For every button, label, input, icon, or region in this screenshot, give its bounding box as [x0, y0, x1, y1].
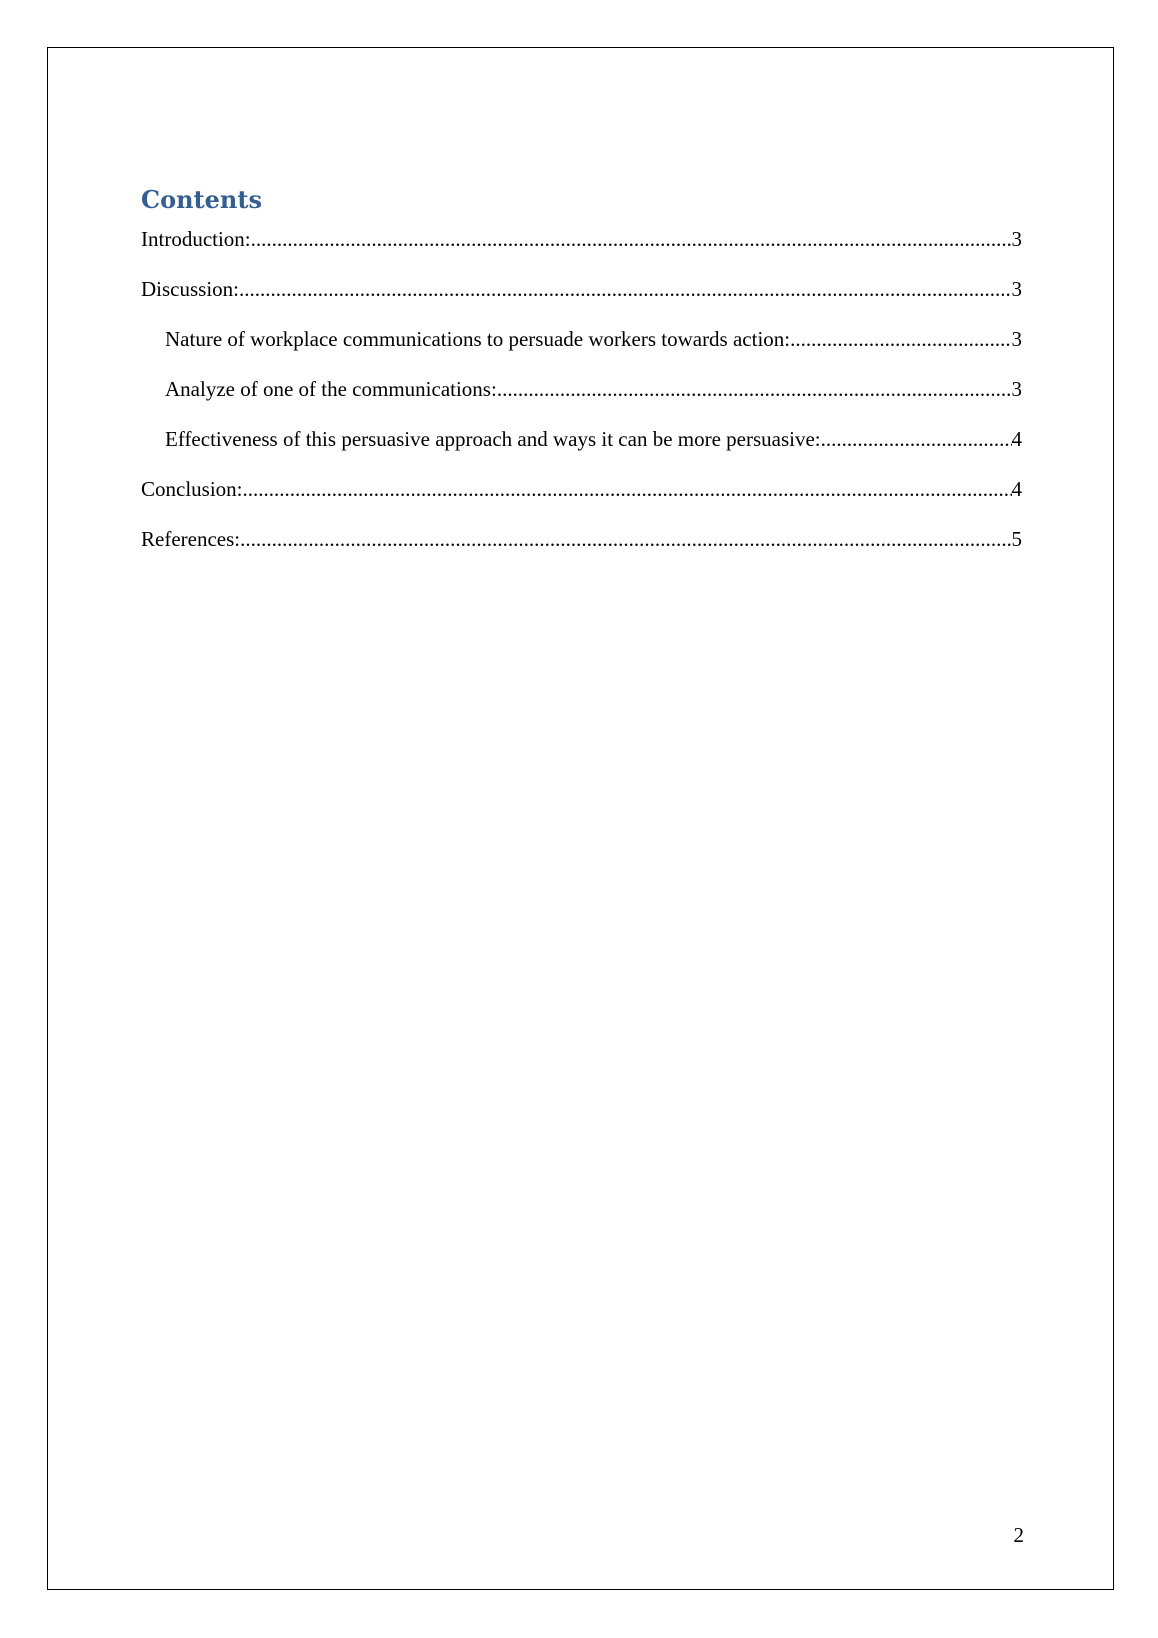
toc-entry-page: 5 — [1011, 527, 1022, 551]
toc-heading: Contents — [141, 185, 262, 214]
toc-dot-leader — [239, 274, 1011, 304]
toc-dot-leader — [790, 324, 1011, 354]
toc-entry-page: 4 — [1011, 427, 1022, 451]
toc-dot-leader — [497, 374, 1012, 404]
toc-entry-label: Effectiveness of this persuasive approach and ways it can be more persuasive: — [165, 427, 821, 451]
toc-entry-label: Nature of workplace communications to persuade workers towards action: — [165, 327, 791, 351]
toc-entry-introduction[interactable] — [141, 224, 1022, 274]
toc-dot-leader — [243, 474, 1012, 504]
toc-entry-page: 4 — [1011, 477, 1022, 501]
toc-entry-discussion[interactable] — [141, 274, 1022, 324]
toc-entry-references[interactable] — [141, 524, 1022, 574]
toc-entry-label: Introduction: — [141, 227, 251, 251]
toc-entry-nature-of-communications[interactable] — [141, 324, 1022, 374]
toc-entry-page: 3 — [1011, 277, 1022, 301]
toc-entry-conclusion[interactable] — [141, 474, 1022, 524]
toc-entry-analyze-communications[interactable] — [141, 374, 1022, 424]
page-number: 2 — [1013, 1523, 1024, 1547]
toc-entry-page: 3 — [1011, 377, 1022, 401]
toc-entry-label: Analyze of one of the communications: — [165, 377, 497, 401]
table-of-contents — [141, 224, 1022, 574]
toc-entry-page: 3 — [1011, 227, 1022, 251]
toc-entry-label: Discussion: — [141, 277, 240, 301]
toc-dot-leader — [251, 224, 1012, 254]
toc-entry-label: References: — [141, 527, 241, 551]
toc-entry-effectiveness[interactable] — [141, 424, 1022, 474]
toc-dot-leader — [821, 424, 1012, 454]
toc-dot-leader — [240, 524, 1011, 554]
toc-entry-label: Conclusion: — [141, 477, 243, 501]
toc-entry-page: 3 — [1011, 327, 1022, 351]
